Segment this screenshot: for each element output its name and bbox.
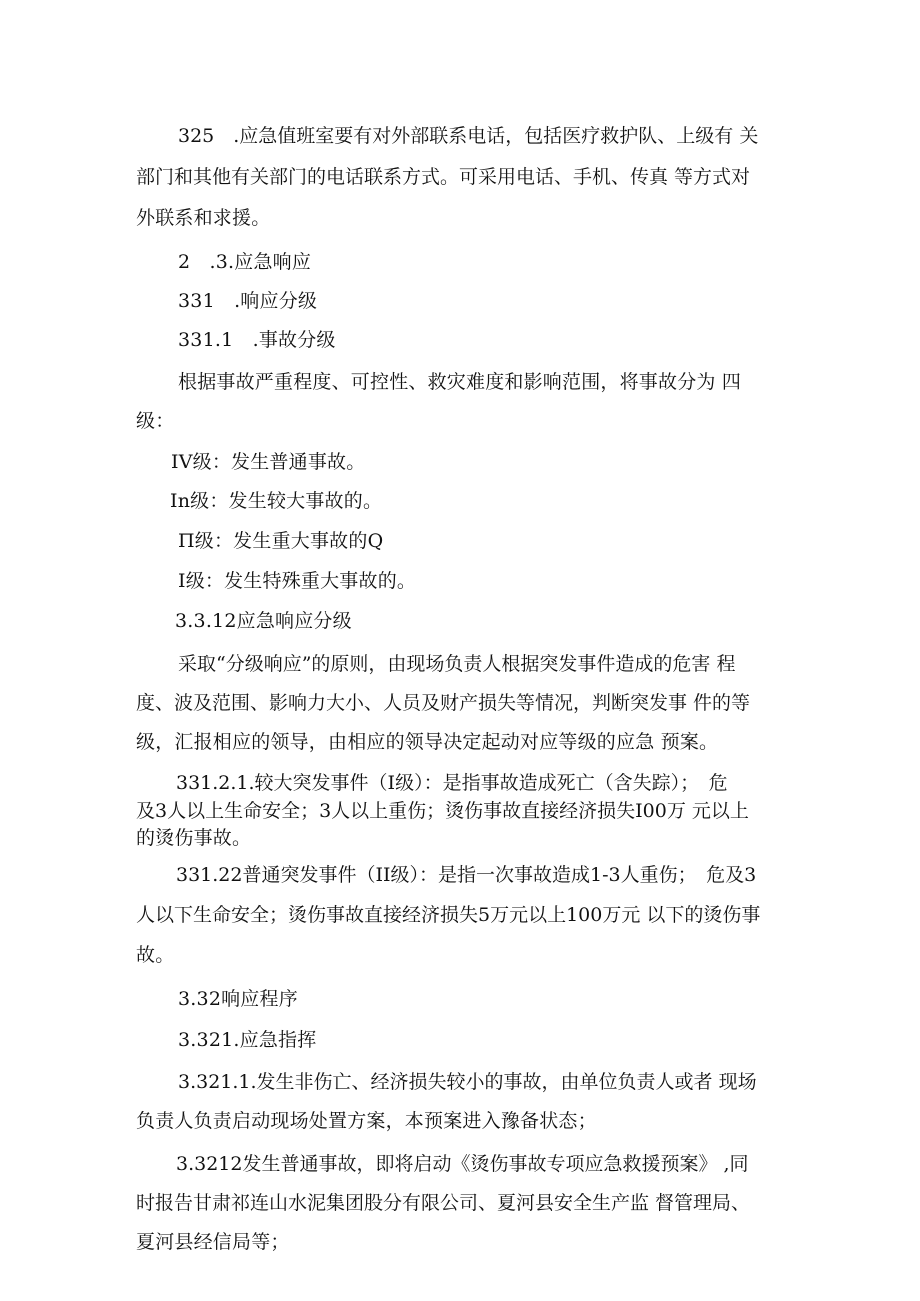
text-line: Π级：发生重大事故的Q <box>178 530 384 552</box>
text-line: I级：发生特殊重大事故的。 <box>178 570 417 592</box>
section-heading: 3.3.12应急响应分级 <box>175 610 352 632</box>
text-line: 故。 <box>136 944 175 966</box>
section-heading: 3.321.应急指挥 <box>178 1029 317 1051</box>
text-line: 时报告甘肃祁连山水泥集团股分有限公司、夏河县安全生产监 督管理局、 <box>136 1192 751 1214</box>
text-line: 夏河县经信局等； <box>136 1231 290 1253</box>
text-line: IV级：发生普通事故。 <box>171 451 366 473</box>
text-line: 级，汇报相应的领导，由相应的领导决定起动对应等级的应急 预案。 <box>136 731 719 753</box>
text-line: 331.22普通突发事件（II级）：是指一次事故造成1-3人重伤； 危及3 <box>176 864 757 886</box>
text-line: 部门和其他有关部门的电话联系方式。可采用电话、手机、传真 等方式对 <box>136 166 751 188</box>
text-line: 外联系和求援。 <box>136 207 271 229</box>
text-line: 3.3212发生普通事故，即将启动《烫伤事故专项应急救援预案》 ,同 <box>176 1153 749 1175</box>
text-line: 的烫伤事故。 <box>136 827 252 849</box>
text-line: 3.321.1.发生非伤亡、经济损失较小的事故，由单位负责人或者 现场 <box>178 1071 757 1093</box>
text-line: 及3人以上生命安全；3人以上重伤；烫伤事故直接经济损失I00万 元以上 <box>136 800 749 822</box>
text-line: 采取“分级响应”的原则，由现场负责人根据突发事件造成的危害 程 <box>178 653 736 675</box>
text-line: 331.2.1.较大突发事件（I级）：是指事故造成死亡（含失踪）； 危 <box>176 772 728 794</box>
text-line: 度、波及范围、影响力大小、人员及财产损失等情况，判断突发事 件的等 <box>136 692 751 714</box>
section-heading: 331.1 .事故分级 <box>178 329 336 351</box>
text-line: 325 .应急值班室要有对外部联系电话，包括医疗救护队、上级有 关 <box>178 125 759 147</box>
text-line: 根据事故严重程度、可控性、救灾难度和影响范围，将事故分为 四 <box>178 371 742 393</box>
section-heading: 3.32响应程序 <box>178 988 298 1010</box>
text-line: 人以下生命安全；烫伤事故直接经济损失5万元以上100万元 以下的烫伤事 <box>136 904 761 926</box>
text-line: In级：发生较大事故的。 <box>170 490 383 512</box>
text-line: 级： <box>136 410 175 432</box>
text-line: 负责人负责启动现场处置方案，本预案进入豫备状态； <box>136 1110 597 1132</box>
section-heading: 331 .响应分级 <box>178 290 318 312</box>
section-heading: 2 .3.应急响应 <box>178 251 312 273</box>
